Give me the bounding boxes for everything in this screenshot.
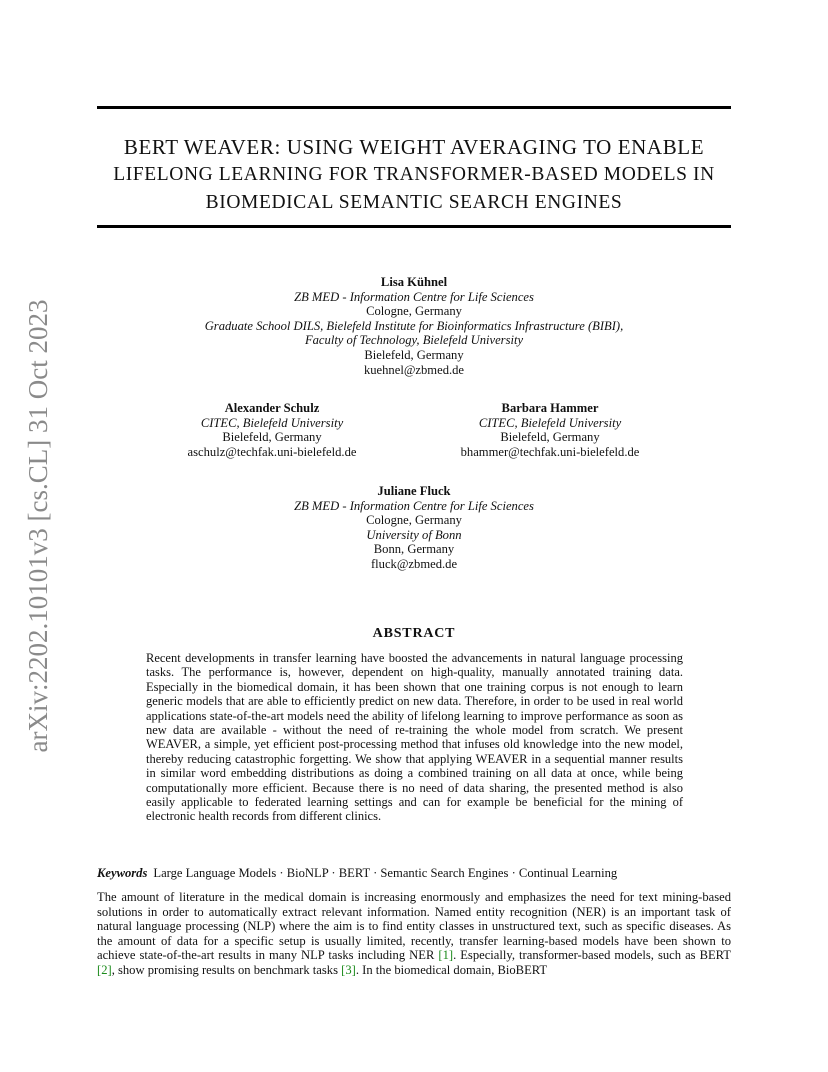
author-email[interactable]: aschulz@techfak.uni-bielefeld.de [187, 444, 357, 459]
author-affiliation: CITEC, Bielefeld University [200, 415, 344, 430]
author-affiliation: ZB MED - Information Centre for Life Sciences [294, 289, 534, 304]
title-line-1: BERT WEAVER: USING WEIGHT AVERAGING TO ENABLE [123, 135, 705, 159]
author-block-hammer [420, 401, 680, 459]
author-location: Bielefeld, Germany [364, 347, 464, 362]
author-name: Barbara Hammer [501, 401, 599, 415]
author-affiliation: Graduate School DILS, Bielefeld Institute for Bioinformatics Infrastructure (BIBI), [204, 318, 624, 333]
author-email[interactable]: fluck@zbmed.de [370, 556, 458, 571]
intro-text: . Especially, transformer-based models, such as BERT [453, 948, 732, 962]
intro-paragraph [97, 890, 731, 977]
author-location: Bonn, Germany [373, 542, 455, 557]
author-affiliation: ZB MED - Information Centre for Life Sciences [294, 498, 534, 513]
title-bottom-rule [97, 225, 731, 228]
author-affiliation: Faculty of Technology, Bielefeld University [304, 333, 524, 348]
author-location: Cologne, Germany [366, 513, 462, 528]
citation-link-3[interactable]: [3] [341, 962, 356, 977]
title-line-3: BIOMEDICAL SEMANTIC SEARCH ENGINES [205, 192, 623, 213]
author-block-kuehnel [97, 275, 731, 377]
abstract-text: Recent developments in transfer learning have boosted the advancements in natural language processing tasks. The performance is, however, dependent on high-quality, manually annotated training data. Especially in the biomedical domain, it has been shown that one training corpus is not enough to learn generic models that are able to efficiently predict on new data. Therefore, in order to be used in real world applications state-of-the-art models need the ability of lifelong learning to improve performance as soon as new data are available - without the need of re-training the whole model from scratch. We present WEAVER, a simple, yet efficient post-processing method that infuses old knowledge into the new model, thereby reducing catastrophic forgetting. We show that applying WEAVER in a sequential manner results in similar word embedding distributions as doing a combined training on all data at once, while being computationally more efficient. Because there is no need of data sharing, the presented method is also easily applicable to federated learning settings and can for example be beneficial for the mining of electronic health records from different clinics. [146, 651, 683, 824]
intro-text: The amount of literature in the medical domain is increasing enormously and emphasizes the need for text mining-based solutions in order to automatically extract relevant information. Named entity recognition (NER) is an important task of natural language processing (NLP) where the aim is to find entity classes in unstructured text, such as specific diseases. As the amount of data for a specific setup is usually limited, recently, transfer learning-based models have been shown to achieve state-of-the-art results in many NLP tasks including NER [97, 890, 731, 962]
author-affiliation: CITEC, Bielefeld University [478, 415, 622, 430]
author-name: Alexander Schulz [224, 401, 320, 415]
intro-text: . In the biomedical domain, BioBERT [355, 962, 548, 977]
title-line-2: LIFELONG LEARNING FOR TRANSFORMER-BASED MODELS IN [113, 164, 715, 185]
citation-link-1[interactable]: [1] [438, 948, 454, 962]
author-location: Bielefeld, Germany [222, 430, 322, 445]
abstract-heading: ABSTRACT [372, 626, 456, 641]
author-location: Cologne, Germany [366, 304, 462, 319]
author-location: Bielefeld, Germany [500, 430, 600, 445]
title-top-rule [97, 106, 731, 109]
citation-link-2[interactable]: [2] [97, 962, 112, 977]
paper-title [97, 133, 731, 217]
author-block-schulz [147, 401, 397, 459]
keywords-label: Keywords [97, 866, 148, 880]
author-name: Lisa Kühnel [380, 275, 448, 289]
author-email[interactable]: bhammer@techfak.uni-bielefeld.de [460, 444, 640, 459]
arxiv-identifier: arXiv:2202.10101v3 [cs.CL] 31 Oct 2023 [23, 299, 53, 753]
keywords-line [97, 866, 731, 881]
author-block-fluck [97, 484, 731, 572]
author-affiliation: University of Bonn [366, 527, 462, 542]
keywords-text: Large Language Models · BioNLP · BERT · Semantic Search Engines · Continual Learning [153, 866, 618, 880]
intro-text: , show promising results on benchmark tasks [111, 962, 342, 977]
author-email[interactable]: kuehnel@zbmed.de [363, 362, 465, 377]
author-name: Juliane Fluck [377, 484, 451, 498]
